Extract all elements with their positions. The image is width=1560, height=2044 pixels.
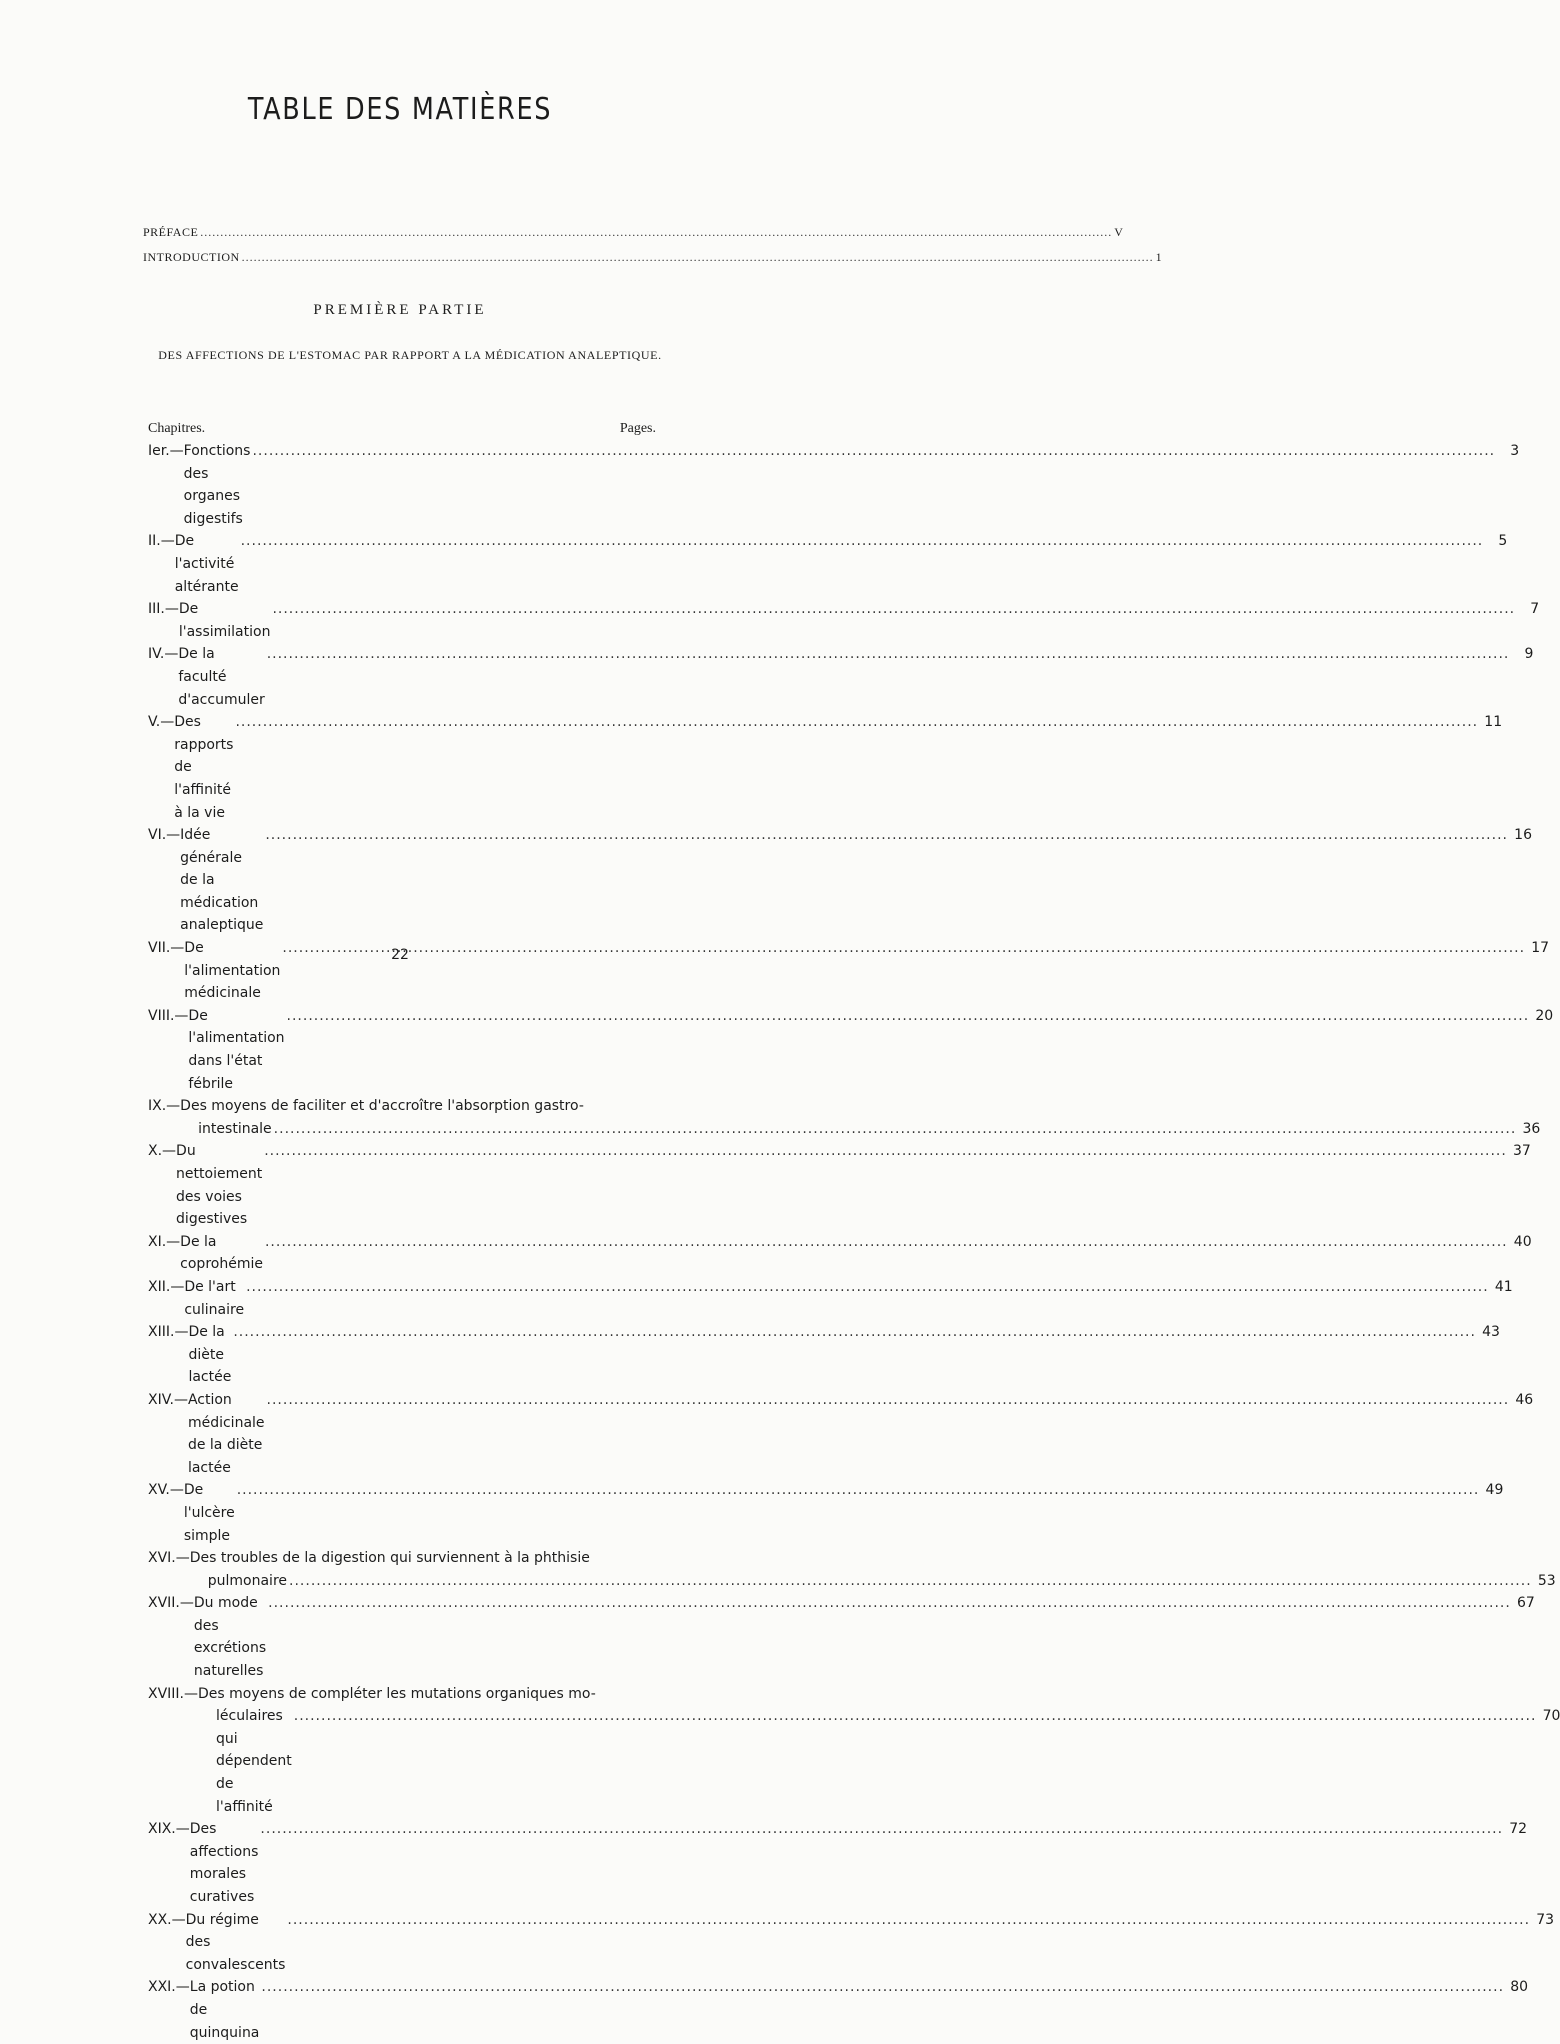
chapter-title: Des affections morales curatives [189, 1821, 259, 1905]
chapter-title: De l'ulcère simple [183, 1482, 235, 1544]
chapter-page: 37 [1513, 1143, 1531, 1160]
toc-entry [148, 1231, 1532, 1276]
dash-separator: — [175, 1979, 190, 1996]
toc-entry [148, 1276, 1513, 1321]
toc-entry [148, 1818, 1528, 1908]
dash-separator: — [169, 443, 184, 459]
page-title: TABLE DES MATIÈRES [247, 92, 553, 127]
dot-leader [287, 1909, 1530, 1932]
column-header-pages: Pages. [619, 421, 656, 436]
toc-entry [148, 1389, 1534, 1479]
chapter-title: De la coprohémie [180, 1233, 263, 1273]
chapter-title-first-line: Des moyens de faciliter et d'accroître l'absorption gastro- [180, 1098, 584, 1115]
chapter-number: III. [148, 601, 165, 618]
dash-separator: — [174, 1007, 189, 1024]
toc-entry [148, 1479, 1504, 1547]
dot-leader [268, 1592, 1511, 1615]
chapter-title: léculaires qui dépendent de l'affinité [216, 1708, 292, 1815]
dash-separator: — [175, 1550, 190, 1567]
dot-leader [289, 1570, 1532, 1593]
dot-leader [241, 530, 1484, 553]
chapter-number: XIX. [148, 1821, 176, 1838]
front-matter-introduction [143, 250, 1163, 268]
chapter-page: 70 [1542, 1708, 1560, 1725]
chapter-title: Des rapports de l'affinité à la vie [174, 714, 234, 821]
dot-leader [261, 1976, 1504, 1999]
chapter-page: 80 [1510, 1979, 1529, 1996]
chapter-title: Du mode des excrétions naturelles [193, 1595, 267, 1680]
chapter-page: 7 [1530, 601, 1540, 618]
dot-leader [272, 598, 1515, 621]
chapter-number: IX. [148, 1098, 167, 1115]
chapter-number: X. [148, 1143, 163, 1160]
dash-separator: — [160, 533, 175, 550]
chapter-number: Ier. [148, 443, 170, 459]
dot-leader [274, 1118, 1517, 1141]
chapter-title: De l'assimilation [178, 601, 271, 640]
chapter-title: De l'alimentation médicinale [184, 940, 281, 1002]
dash-separator: — [162, 1143, 177, 1160]
dash-separator: — [169, 1482, 184, 1499]
chapter-title: De la diète lactée [188, 1324, 232, 1386]
chapter-number: IV. [148, 646, 165, 663]
dot-leader [287, 1005, 1530, 1028]
dash-separator: — [173, 1391, 188, 1408]
dot-leader [233, 1321, 1476, 1344]
chapter-number: VI. [148, 827, 167, 844]
toc-entry [148, 598, 1540, 643]
dot-leader [235, 711, 1478, 734]
chapter-title: Du régime des convalescents [185, 1911, 286, 1973]
chapter-page: 49 [1485, 1482, 1504, 1499]
front-matter-page: 1 [1155, 250, 1163, 264]
dash-separator: — [174, 1324, 189, 1341]
toc-entry [148, 711, 1503, 824]
chapter-number: VII. [148, 940, 171, 957]
toc-entry [148, 1321, 1500, 1389]
chapter-title: De l'art culinaire [184, 1278, 245, 1318]
dot-leader [237, 1479, 1480, 1502]
dot-leader [260, 1818, 1503, 1841]
chapter-page: 72 [1509, 1821, 1528, 1838]
chapter-page: 67 [1516, 1595, 1535, 1612]
chapter-page: 17 [1531, 940, 1550, 957]
chapter-page: 40 [1513, 1233, 1532, 1250]
chapter-page: 36 [1522, 1120, 1541, 1137]
chapter-number: XXI. [148, 1979, 176, 1996]
chapter-title: Fonctions des organes digestifs [183, 443, 251, 527]
chapter-page: 20 [1535, 1007, 1554, 1024]
dash-separator: — [166, 1233, 181, 1250]
dot-leader [242, 250, 1154, 265]
dot-leader [265, 824, 1508, 847]
chapter-title: De la faculté d'accumuler [178, 646, 265, 708]
chapter-title: Idée générale de la médication analeptique [180, 827, 264, 934]
dash-separator: — [166, 1098, 181, 1115]
toc-entry [148, 440, 1520, 530]
chapter-page: 9 [1524, 646, 1534, 663]
chapter-page: 3 [1510, 443, 1520, 459]
chapter-number: V. [148, 714, 161, 731]
dot-leader [267, 1389, 1510, 1412]
column-header-chapters: Chapitres. [148, 421, 206, 436]
chapter-page: 53 [1537, 1572, 1556, 1589]
chapter-number: II. [148, 533, 161, 550]
dash-separator: — [164, 601, 179, 618]
front-matter-page: V [1114, 225, 1124, 239]
chapter-number: XX. [148, 1911, 172, 1928]
dot-leader [294, 1705, 1537, 1728]
chapter-page: 73 [1536, 1911, 1555, 1928]
chapter-title: Du nettoiement des voies digestives [176, 1143, 263, 1228]
chapter-number: XI. [148, 1233, 167, 1250]
dash-separator: — [170, 940, 185, 957]
dash-separator: — [160, 714, 175, 731]
toc-entry [148, 1909, 1555, 1977]
chapter-page: 11 [1484, 714, 1503, 731]
toc-entry [148, 824, 1532, 937]
front-matter-preface [143, 225, 1124, 243]
chapter-number: XIII. [148, 1324, 175, 1341]
toc-entry [148, 530, 1508, 598]
table-of-contents [148, 440, 1560, 2044]
toc-entry [148, 1005, 1554, 1095]
chapter-title: intestinale [198, 1120, 272, 1137]
toc-entry [148, 1592, 1535, 1682]
dash-separator: — [171, 1911, 186, 1928]
chapter-page: 43 [1482, 1324, 1500, 1341]
chapter-number: XIV. [148, 1391, 174, 1408]
chapter-number: XII. [148, 1278, 171, 1295]
front-matter-label: INTRODUCTION [143, 250, 240, 264]
chapter-title-first-line: Des troubles de la digestion qui surviennent à la phthisie [189, 1550, 590, 1567]
dot-leader [264, 1140, 1507, 1163]
chapter-number: XV. [148, 1482, 170, 1499]
chapter-number: XVI. [148, 1550, 176, 1567]
chapter-page: 5 [1498, 533, 1508, 550]
chapter-page: 41 [1494, 1278, 1513, 1295]
dot-leader [252, 440, 1495, 463]
front-matter-label: PRÉFACE [143, 225, 199, 239]
page-number: 22 [391, 947, 409, 963]
dash-separator: — [175, 1821, 190, 1838]
toc-entry [148, 1140, 1531, 1230]
dot-leader [200, 225, 1112, 240]
part-subtitle: DES AFFECTIONS DE L'ESTOMAC PAR RAPPORT A LA MÉDICATION ANALEPTIQUE. [158, 348, 662, 362]
dash-separator: — [170, 1278, 185, 1295]
chapter-title: De l'alimentation dans l'état fébrile [188, 1007, 285, 1092]
toc-entry [148, 643, 1534, 711]
chapter-title: Action médicinale de la diète lactée [187, 1391, 265, 1476]
dash-separator: — [166, 827, 181, 844]
chapter-title: pulmonaire [207, 1572, 288, 1589]
toc-entry [148, 1683, 1560, 1819]
chapter-page: 16 [1514, 827, 1532, 844]
dash-separator: — [179, 1595, 194, 1612]
chapter-page: 46 [1515, 1391, 1534, 1408]
dash-separator: — [184, 1685, 199, 1702]
chapter-number: XVII. [148, 1595, 180, 1612]
chapter-number: XVIII. [148, 1685, 185, 1702]
dash-separator: — [164, 646, 179, 663]
chapter-number: VIII. [148, 1007, 175, 1024]
chapter-title: La potion de quinquina [189, 1979, 260, 2041]
dot-leader [265, 1231, 1508, 1254]
dot-leader [246, 1276, 1489, 1299]
toc-entry [148, 1547, 1556, 1592]
toc-entry [148, 1976, 1529, 2044]
chapter-title: De l'activité altérante [174, 533, 239, 595]
chapter-title-first-line: Des moyens de compléter les mutations organiques mo- [198, 1685, 596, 1702]
part-heading: PREMIÈRE PARTIE [313, 302, 487, 318]
dot-leader [267, 643, 1510, 666]
toc-entry [148, 1095, 1541, 1140]
